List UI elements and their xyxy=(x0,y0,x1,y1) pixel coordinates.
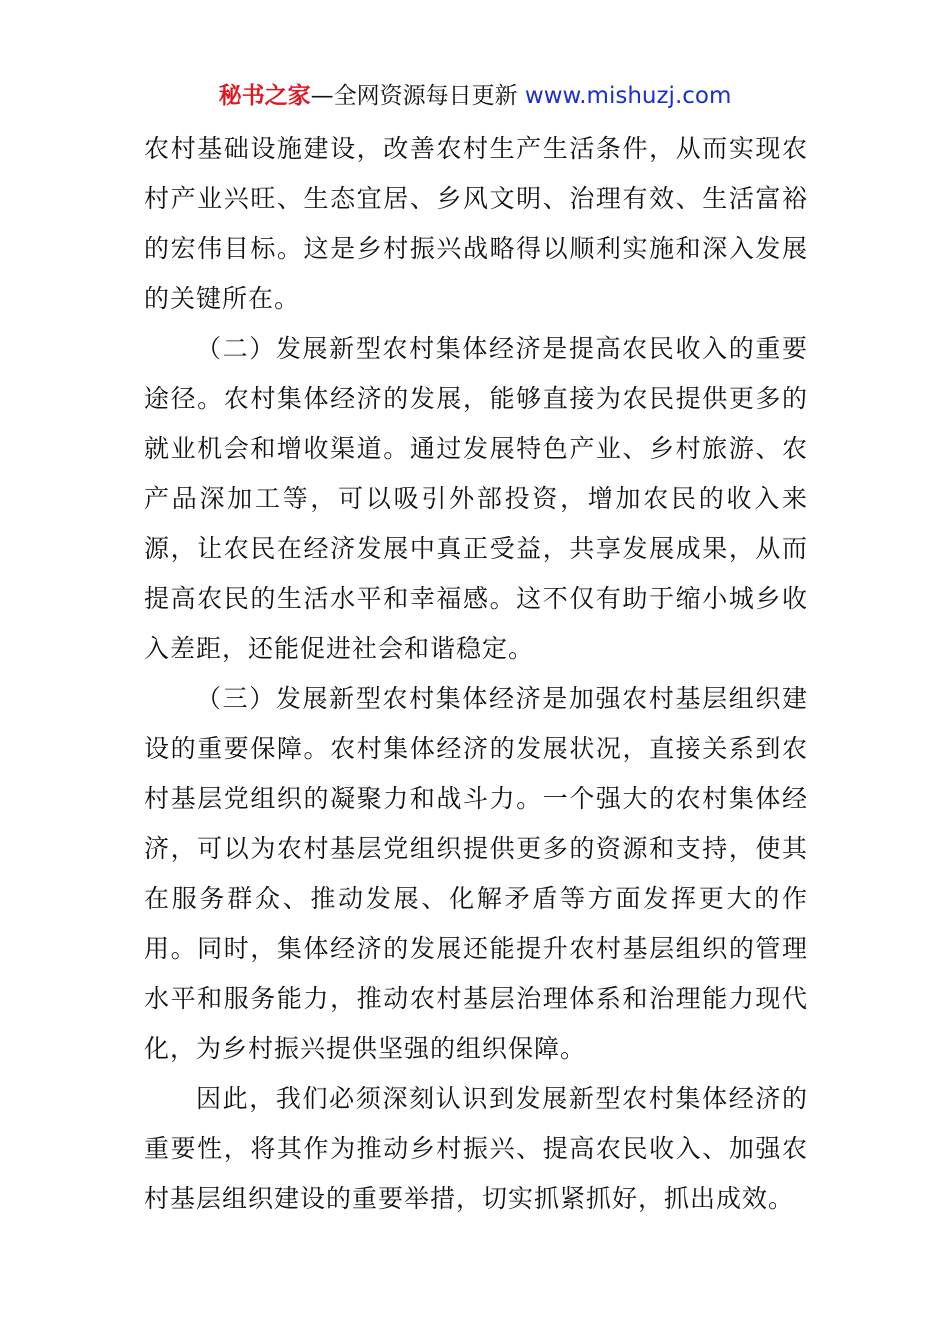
paragraph-conclusion: 因此，我们必须深刻认识到发展新型农村集体经济的重要性，将其作为推动乡村振兴、提高农民收入、加强农村基层组织建设的重要举措，切实抓紧抓好，抓出成效。 xyxy=(144,1084,808,1213)
paragraph-section-two: （二）发展新型农村集体经济是提高农民收入的重要途径。农村集体经济的发展，能够直接为农民提供更多的就业机会和增收渠道。通过发展特色产业、乡村旅游、农产品深加工等，可以吸引外部投资，增加农民的收入来源，让农民在经济发展中真正受益，共享发展成果，从而提高农民的生活水平和幸福感。这不仅有助于缩小城乡收入差距，还能促进社会和谐稳定。 xyxy=(144,334,808,663)
paragraph-section-three: （三）发展新型农村集体经济是加强农村基层组织建设的重要保障。农村集体经济的发展状况，直接关系到农村基层党组织的凝聚力和战斗力。一个强大的农村集体经济，可以为农村基层党组织提供更多的资源和支持，使其在服务群众、推动发展、化解矛盾等方面发挥更大的作用。同时，集体经济的发展还能提升农村基层组织的管理水平和服务能力，推动农村基层治理体系和治理能力现代化，为乡村振兴提供坚强的组织保障。 xyxy=(144,684,808,1063)
document-body xyxy=(144,124,808,1224)
site-url-link[interactable]: www.mishuzj.com xyxy=(524,83,732,109)
page-header xyxy=(0,80,950,112)
site-tagline: —全网资源每日更新 xyxy=(310,83,525,109)
paragraph-continuation: 农村基础设施建设，改善农村生产生活条件，从而实现农村产业兴旺、生态宜居、乡风文明、治理有效、生活富裕的宏伟目标。这是乡村振兴战略得以顺利实施和深入发展的关键所在。 xyxy=(144,134,808,313)
site-brand: 秘书之家 xyxy=(218,83,311,109)
